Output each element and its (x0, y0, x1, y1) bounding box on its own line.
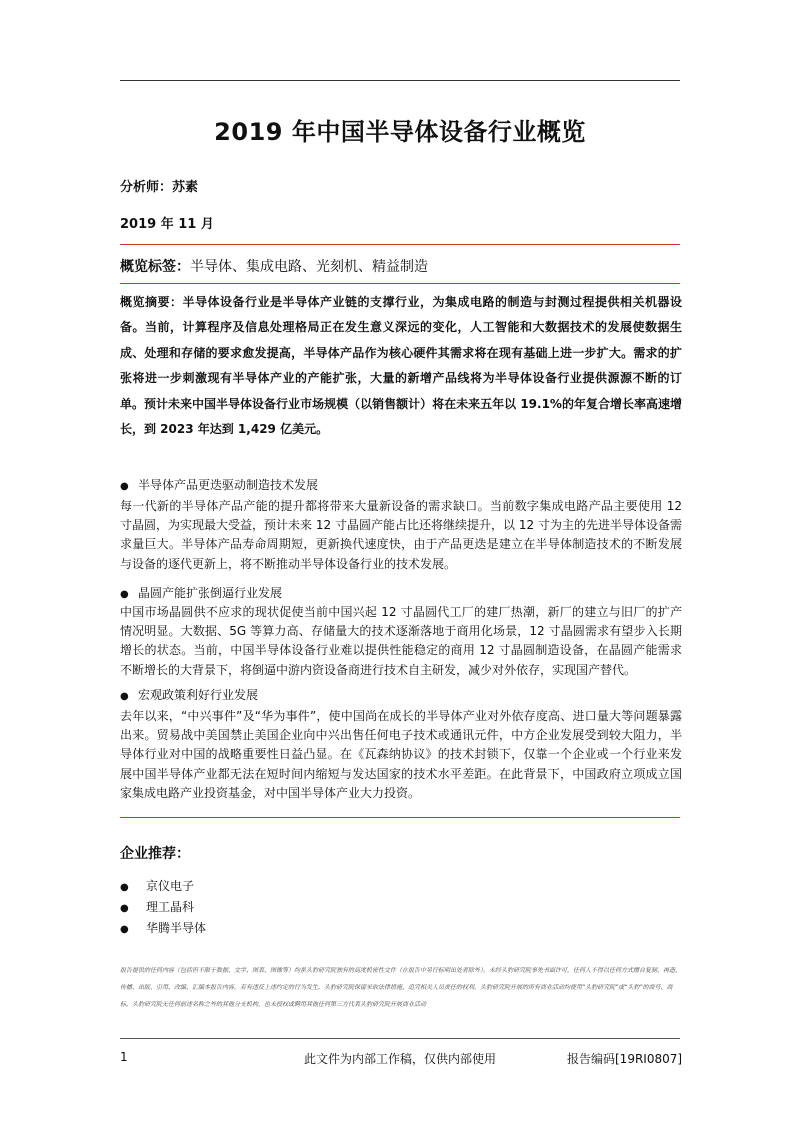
bullet-icon: ● (120, 924, 129, 935)
report-date: 2019 年 11 月 (120, 217, 214, 232)
recommend-item (120, 919, 206, 936)
bullet-icon: ● (120, 481, 129, 492)
footer-center-note: 此文件为内部工作稿，仅供内部使用 (304, 1052, 497, 1066)
recommend-item (120, 877, 194, 894)
section-heading-text: 晶圆产能扩张倒逼行业发展 (138, 586, 283, 600)
tags-line (120, 256, 428, 276)
section-heading-text: 宏观政策利好行业发展 (138, 688, 259, 702)
footer-rule (120, 1038, 680, 1039)
bullet-icon: ● (120, 903, 129, 914)
sections-rule (120, 817, 680, 818)
top-rule (120, 80, 680, 81)
section-body-1: 每一代新的半导体产品产能的提升都将带来大量新设备的需求缺口。当前数字集成电路产品主要使用 12 寸晶圆，为实现最大受益，预计未来 12 寸晶圆产能占比还将继续提升，以 12 寸为主的先进半导体设备需求量巨大。半导体产品寿命周期短，更新换代速度快，由于产品更迭是建立在半导体制造技术的不断发展与设备的逐代更新上，将不断推动半导体设备行业的技术发展。 (120, 499, 682, 571)
recommend-item-label: 理工晶科 (146, 900, 195, 914)
section-heading-1 (120, 476, 318, 496)
bullet-icon: ● (120, 589, 129, 600)
analyst: 分析师：苏素 (120, 180, 199, 195)
page-number: 1 (120, 1050, 128, 1064)
section-heading-2 (120, 584, 282, 604)
section-body-3: 去年以来，“中兴事件”及“华为事件”，使中国尚在成长的半导体产业对外依存度高、进口量大等问题暴露出来。贸易战中美国禁止美国企业向中兴出售任何电子技术或通讯元件，中方企业发展受到较大阻力，半导体行业对中国的战略重要性日益凸显。在《瓦森纳协议》的技术封锁下，仅靠一个企业或一个行业来发展中国半导体产业都无法在短时间内缩短与发达国家的技术水平差距。在此背景下，中国政府立项成立国家集成电路产业投资基金，对中国半导体产业大力投资。 (120, 709, 682, 800)
tags-label: 概览标签： (120, 259, 190, 275)
summary: 概览摘要：半导体设备行业是半导体产业链的支撑行业，为集成电路的制造与封测过程提供相关机器设备。当前，计算程序及信息处理格局正在发生意义深远的变化，人工智能和大数据技术的发展使数据生成、处理和存储的要求愈发提高，半导体产品作为核心硬件其需求将在现有基础上进一步扩大。需求的扩张将进一步刺激现有半导体产业的产能扩张，大量的新增产品线将为半导体设备行业提供源源不断的订单。预计未来中国半导体设备行业市场规模（以销售额计）将在未来五年以 19.1%的年复合增长率高速增长，到 2023 年达到 1,429 亿美元。 (120, 295, 682, 437)
date-rule (120, 244, 680, 245)
tags-value: 半导体、集成电路、光刻机、精益制造 (190, 259, 428, 275)
report-code: 报告编码[19RI0807] (567, 1052, 683, 1066)
disclaimer: 报告提供的任何内容（包括但不限于数据、文字、图表、图像等）均系头豹研究院独有的高度机密性文件（在报告中另行标明出处者除外）。未经头豹研究院事先书面许可，任何人不得以任何方式擅自复制、再造、传播、出版、引用、改编、汇编本报告内容，若有违反上述约定的行为发生，头豹研究院保留采取法律措施、追究相关人员责任的权利。头豹研究院开展的所有商业活动均使用“头豹研究院”或“头豹”的商号、商标，头豹研究院无任何前述名称之外的其他分支机构，也未授权或聘用其他任何第三方代表头豹研究院开展商业活动 (120, 967, 682, 1008)
recommend-item (120, 898, 194, 915)
section-heading-text: 半导体产品更迭驱动制造技术发展 (138, 478, 319, 492)
recommend-title: 企业推荐： (120, 846, 190, 862)
page-title: 2019 年中国半导体设备行业概览 (214, 118, 586, 146)
section-body-2: 中国市场晶圆供不应求的现状促使当前中国兴起 12 寸晶圆代工厂的建厂热潮，新厂的建立与旧厂的扩产情况明显。大数据、5G 等算力高、存储量大的技术逐渐落地于商用化场景，12 寸晶圆需求有望步入长期增长的状态。当前，中国半导体设备行业难以提供性能稳定的商用 12 寸晶圆制造设备，在晶圆产能需求不断增长的大背景下，将倒逼中游内资设备商进行技术自主研发，减少对外依存，实现国产替代。 (120, 605, 682, 677)
section-heading-3 (120, 686, 258, 706)
recommend-item-label: 京仪电子 (146, 879, 195, 893)
bullet-icon: ● (120, 882, 129, 893)
bullet-icon: ● (120, 691, 129, 702)
recommend-item-label: 华腾半导体 (146, 921, 207, 935)
tags-rule (120, 283, 680, 284)
